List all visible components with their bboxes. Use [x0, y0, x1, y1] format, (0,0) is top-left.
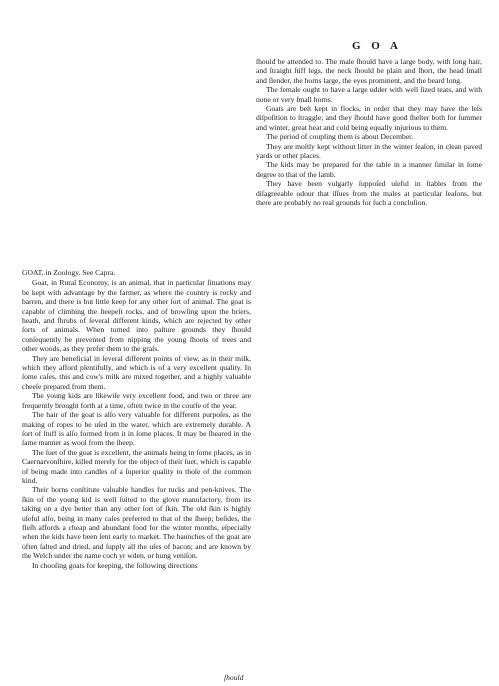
paragraph: They have been vulgarly ſuppoſed uſeful in ſtables from the diſagreeable odour that iſſues from the males at particular ſeaſons, but there are probably no real grounds for ſuch a concluſion. [256, 179, 482, 208]
paragraph: They are moſtly kept without litter in the winter ſeaſon, in clean paved yards or other places. [256, 141, 482, 161]
running-header [0, 40, 499, 54]
right-column [256, 57, 482, 208]
paragraph: In chooſing goats for keeping, the following directions [32, 560, 198, 570]
entry-heading: GOAT, in Zoology. See Capra. [22, 268, 116, 277]
paragraph: The young kids are likewiſe very excellent food, and two or three are frequently brought forth at a time, often twice in the courſe of the year. [22, 391, 251, 410]
running-head-title: G O A [352, 40, 402, 52]
paragraph: Their horns conſtitute valuable handles for tucks and pen-knives. The ſkin of the young kid is well ſuited to the glove manufactory, from its taking on a dye better than any other ſort of ſkin. The old ſkin is highly uſeful alſo, being in many caſes preferred to that of the ſheep; beſides, the fleſh affords a cheap and abundant food for the winter months, eſpecially when the kids have been ſent early to market. The haunches of the goat are often ſalted and dried, and ſupply all the uſes of bacon; and are known by the Welch under the name coch yr wden, or hung veniſon. [22, 485, 251, 561]
catchword: ſhould [224, 673, 244, 682]
paragraph: The period of coupling them is about December. [266, 132, 414, 142]
paragraph: They are beneficial in ſeveral different points of view, as in their milk, which they afford plentifully, and which is of a very excellent quality. In ſome caſes, this and cow's milk are mixed together, and a highly valuable cheeſe prepared from them. [22, 353, 251, 391]
paragraph: Goats are beſt kept in flocks, in order that they may have the leſs diſpoſition to ſtraggle; and they ſhould have good ſhelter both for ſummer and winter, great heat and cold being equally injurious to them. [256, 104, 482, 132]
paragraph: The kids may be prepared for the table in a manner ſimilar in ſome degree to that of the lamb. [256, 160, 482, 179]
paragraph: ſhould be attended to. The male ſhould have a large body, with long hair, and ſtraight ſtiff legs, the neck ſhould be plain and ſhort, the head ſmall and ſlender, the horns large, the eyes prominent, and the beard long. [256, 57, 482, 85]
paragraph: The hair of the goat is alſo very valuable for different purpoſes, as the making of ropes to be uſed in the water, which are extremely durable. A ſort of ſtuff is alſo formed from it in ſome places. It may be ſheared in the ſame manner as wool from the ſheep. [22, 410, 251, 448]
paragraph: Goat, in Rural Economy, is an animal, that in particular ſituations may be kept with advantage by the farmer, as where the country is rocky and barren, and there is but little keep for any other ſort of animal. The goat is capable of climbing the ſteepeſt rocks, and of browſing upon the briers, heath, and ſhrubs of ſeveral different kinds, which are rejected by other ſorts of animals. When turned into paſture grounds they ſhould conſequently be prevented from nipping the young ſhoots of trees and other woods, as they prefer them to the graſs. [22, 278, 251, 354]
paragraph: The ſuet of the goat is excellent, the animals being in ſome places, as in Caernarvonſhire, killed merely for the object of their ſuet; which is capable of being made into candles of a ſuperior quality to thoſe of the common kind. [22, 447, 251, 485]
paragraph: The female ought to have a large udder with well ſized teats, and with none or very ſmall horns. [256, 85, 482, 104]
left-column [22, 268, 251, 570]
